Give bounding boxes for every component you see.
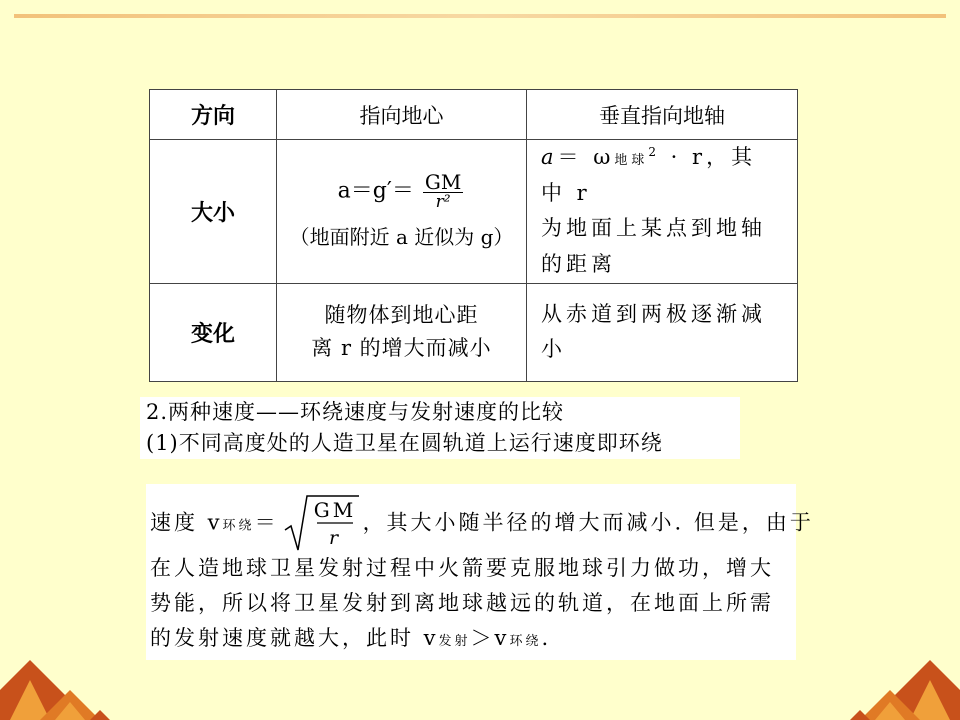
intro-text: (1)不同高度处的人造卫星在圆轨道上运行速度即环绕 <box>146 431 663 455</box>
axis-text-line2: 为地面上某点到地轴 <box>541 216 766 241</box>
axis-formula-rest: · r，其 中 r <box>541 145 757 205</box>
size-axis-cell <box>527 140 798 284</box>
explanation-line4 <box>150 622 551 652</box>
symbol-a: a <box>541 145 558 169</box>
axis-formula-line <box>541 140 789 211</box>
change-center-line1: 随物体到地心距 <box>324 302 479 327</box>
formula-numerator: GM <box>424 170 462 195</box>
header-toward-axis: 垂直指向地轴 <box>527 90 798 140</box>
change-center-cell <box>277 283 527 381</box>
formula-lhs: a＝g′＝ <box>337 178 414 204</box>
section-heading: 2.两种速度——环绕速度与发射速度的比较 <box>146 400 565 424</box>
change-axis-line1: 从赤道到两极逐渐减 <box>541 301 766 326</box>
orbit-velocity-subscript-2: 环绕 <box>509 634 542 649</box>
approx-note: （地面附近 a 近似为 g） <box>289 225 514 250</box>
corner-decoration-right <box>840 660 960 720</box>
size-center-cell <box>277 140 527 284</box>
velocity-explanation-panel <box>146 484 814 660</box>
omega-exponent: 2 <box>648 145 660 159</box>
equals-sign: ＝ <box>254 510 279 535</box>
velocity-intro-panel <box>140 397 740 459</box>
explanation-line1 <box>150 494 814 554</box>
change-center-line2: 离 r 的增大而减小 <box>311 336 492 361</box>
explanation-line2: 在人造地球卫星发射过程中火箭要克服地球引力做功，增大 <box>150 556 774 580</box>
formula-denominator: r² <box>435 192 451 213</box>
explanation-line4-text: 的发射速度就越大，此时 v <box>150 626 439 650</box>
table-header-row <box>150 90 798 140</box>
row-label-change: 变化 <box>150 283 277 381</box>
axis-text-line3: 的距离 <box>541 252 616 277</box>
explanation-line3: 势能，所以将卫星发射到离地球越远的轨道，在地面上所需 <box>150 591 774 615</box>
top-divider <box>14 14 946 18</box>
comparison-table <box>149 89 798 382</box>
symbol-omega: ＝ ω <box>557 145 615 169</box>
explanation-line1-suffix: ，其大小随半径的增大而减小. 但是，由于 <box>362 510 814 535</box>
header-toward-center: 指向地心 <box>277 90 527 140</box>
orbit-velocity-symbol: 速度 v <box>150 510 223 535</box>
sqrt-expression <box>283 494 359 554</box>
sqrt-numerator: GM <box>313 498 356 522</box>
row-label-size: 大小 <box>150 140 277 284</box>
table-row-size <box>150 140 798 284</box>
corner-decoration-left <box>0 660 120 720</box>
sqrt-denominator: r <box>328 527 341 549</box>
change-axis-line2: 小 <box>541 337 566 362</box>
greater-than-sign: ＞v <box>470 626 510 650</box>
period: . <box>541 626 552 650</box>
omega-subscript: 地球 <box>614 153 649 168</box>
orbit-velocity-subscript: 环绕 <box>222 518 255 534</box>
change-axis-cell <box>527 283 798 381</box>
formula-fraction <box>423 172 463 211</box>
launch-velocity-subscript: 发射 <box>438 634 471 649</box>
table-row-change <box>150 283 798 381</box>
gravity-formula <box>277 172 526 211</box>
header-direction: 方向 <box>150 90 277 140</box>
sqrt-sign-icon <box>283 494 359 554</box>
